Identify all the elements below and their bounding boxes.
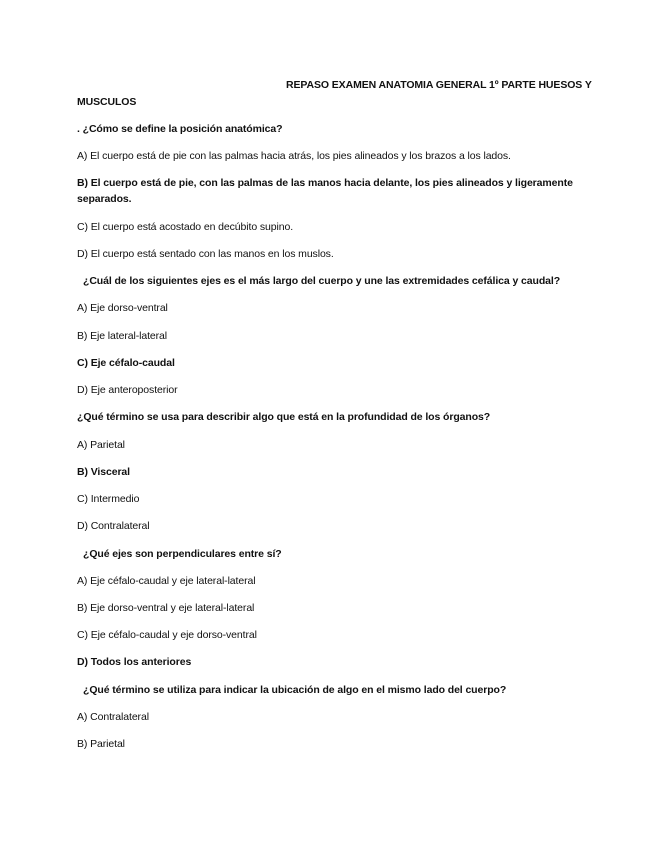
q5-option-b: B) Parietal	[77, 738, 125, 750]
q2-option-a: A) Eje dorso-ventral	[77, 302, 168, 314]
question-2: ¿Cuál de los siguientes ejes es el más largo del cuerpo y une las extremidades cefálica y caudal?	[83, 275, 561, 287]
q2-option-b: B) Eje lateral-lateral	[77, 330, 168, 342]
q3-option-b: B) Visceral	[77, 466, 130, 478]
q3-option-c: C) Intermedio	[77, 493, 140, 505]
title-line-1: REPASO EXAMEN ANATOMIA GENERAL 1º PARTE HUESOS Y	[286, 79, 592, 91]
q3-option-a: A) Parietal	[77, 439, 125, 451]
q3-option-d: D) Contralateral	[77, 520, 150, 532]
q1-option-a: A) El cuerpo está de pie con las palmas hacia atrás, los pies alineados y los brazos a los lados.	[77, 150, 511, 162]
question-4: ¿Qué ejes son perpendiculares entre sí?	[83, 548, 282, 560]
q5-option-a: A) Contralateral	[77, 711, 149, 723]
title-line-2: MUSCULOS	[77, 96, 137, 108]
q1-option-b: B) El cuerpo está de pie, con las palmas de las manos hacia delante, los pies alineados y ligeramente separados.	[77, 177, 573, 205]
q4-option-c: C) Eje céfalo-caudal y eje dorso-ventral	[77, 629, 257, 641]
q4-option-a: A) Eje céfalo-caudal y eje lateral-lateral	[77, 575, 256, 587]
q4-option-b: B) Eje dorso-ventral y eje lateral-lateral	[77, 602, 255, 614]
question-5: ¿Qué término se utiliza para indicar la ubicación de algo en el mismo lado del cuerpo?	[83, 684, 507, 696]
q4-option-d: D) Todos los anteriores	[77, 656, 192, 668]
q2-option-c: C) Eje céfalo-caudal	[77, 357, 175, 369]
q1-option-d: D) El cuerpo está sentado con las manos en los muslos.	[77, 248, 334, 260]
q2-option-d: D) Eje anteroposterior	[77, 384, 178, 396]
q1-option-c: C) El cuerpo está acostado en decúbito supino.	[77, 221, 294, 233]
question-1: . ¿Cómo se define la posición anatómica?	[77, 123, 283, 135]
question-3: ¿Qué término se usa para describir algo que está en la profundidad de los órganos?	[77, 411, 491, 423]
